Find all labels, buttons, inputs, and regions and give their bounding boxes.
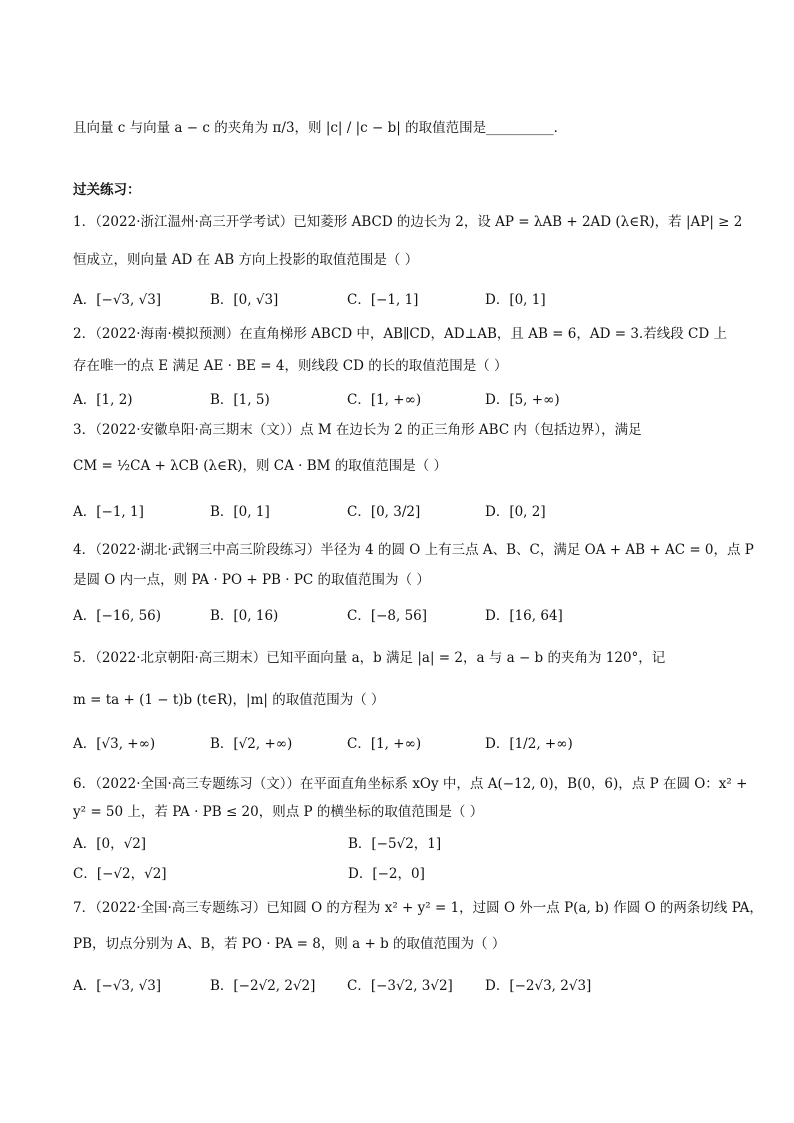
option-b: B．[0, 16): [210, 608, 279, 624]
question-2-line-1: 2．（2022·海南·模拟预测）在直角梯形 ABCD 中，AB∥CD，AD⊥AB，且 AB = 6，AD = 3.若线段 CD 上: [73, 326, 727, 342]
intro-line: 且向量 c 与向量 a − c 的夹角为 π/3，则 |c| / |c − b| 的取值范围是__________．: [73, 120, 568, 136]
question-7-line-1: 7．（2022·全国·高三专题练习）已知圆 O 的方程为 x² + y² = 1，过圆 O 外一点 P(a, b) 作圆 O 的两条切线 PA，: [73, 900, 763, 916]
question-5-line-1: 5．（2022·北京朝阳·高三期末）已知平面向量 a，b 满足 |a| = 2，a 与 a − b 的夹角为 120°，记: [73, 650, 666, 666]
option-c: C．[−3√2, 3√2]: [347, 978, 453, 994]
option-a: A．[1, 2): [73, 392, 133, 408]
question-2-line-2: 存在唯一的点 E 满足 AE · BE = 4，则线段 CD 的长的取值范围是（ ）: [73, 358, 508, 374]
option-c: C．[−8, 56]: [347, 608, 428, 624]
question-6-line-1: 6．（2022·全国·高三专题练习（文））在平面直角坐标系 xOy 中，点 A(−12, 0)，B(0，6)，点 P 在圆 O：x² +: [73, 776, 748, 792]
question-3-line-1: 3．（2022·安徽阜阳·高三期末（文））点 M 在边长为 2 的正三角形 ABC 内（包括边界），满足: [73, 422, 642, 438]
option-d: D．[−2√3, 2√3]: [485, 978, 592, 994]
question-1-line-1: 1．（2022·浙江温州·高三开学考试）已知菱形 ABCD 的边长为 2，设 AP = λAB + 2AD (λ∈R)，若 |AP| ≥ 2: [73, 214, 743, 230]
option-a: A．[−1, 1]: [73, 504, 144, 520]
question-4-line-1: 4．（2022·湖北·武钢三中高三阶段练习）半径为 4 的圆 O 上有三点 A、B、C，满足 OA + AB + AC = 0，点 P: [73, 542, 754, 558]
option-c: C．[−√2，√2]: [73, 866, 167, 882]
option-b: B．[0, √3]: [210, 292, 279, 308]
option-b: B．[1, 5): [210, 392, 270, 408]
option-d: D．[−2，0]: [348, 866, 425, 882]
option-a: A．[√3, +∞): [73, 736, 156, 752]
option-d: D．[16, 64]: [485, 608, 563, 624]
option-d: D．[0, 1]: [485, 292, 546, 308]
option-a: A．[0，√2]: [73, 836, 147, 852]
option-d: D．[5, +∞): [485, 392, 560, 408]
option-c: C．[1, +∞): [347, 736, 422, 752]
option-b: B．[0, 1]: [210, 504, 270, 520]
option-c: C．[1, +∞): [347, 392, 422, 408]
option-c: C．[−1, 1]: [347, 292, 419, 308]
section-title: 过关练习：: [73, 182, 141, 198]
option-d: D．[0, 2]: [485, 504, 546, 520]
question-1-line-2: 恒成立，则向量 AD 在 AB 方向上投影的取值范围是（ ）: [73, 252, 419, 268]
option-c: C．[0, 3/2]: [347, 504, 421, 520]
question-4-line-2: 是圆 O 内一点，则 PA · PO + PB · PC 的取值范围为（ ）: [73, 572, 430, 588]
option-b: B．[√2, +∞): [210, 736, 293, 752]
option-b: B．[−2√2, 2√2]: [210, 978, 316, 994]
question-7-line-2: PB，切点分别为 A、B，若 PO · PA = 8，则 a + b 的取值范围为（ ）: [73, 936, 506, 952]
option-a: A．[−√3, √3]: [73, 978, 162, 994]
question-6-line-2: y² = 50 上，若 PA · PB ≤ 20，则点 P 的横坐标的取值范围是（ ）: [73, 804, 484, 820]
option-b: B．[−5√2，1]: [348, 836, 442, 852]
question-5-line-2: m = ta + (1 − t)b (t∈R)，|m| 的取值范围为（ ）: [73, 692, 385, 708]
question-3-line-2: CM = ½CA + λCB (λ∈R)，则 CA · BM 的取值范围是（ ）: [73, 458, 448, 474]
option-a: A．[−16, 56): [73, 608, 162, 624]
option-d: D．[1/2, +∞): [485, 736, 573, 752]
option-a: A．[−√3, √3]: [73, 292, 162, 308]
